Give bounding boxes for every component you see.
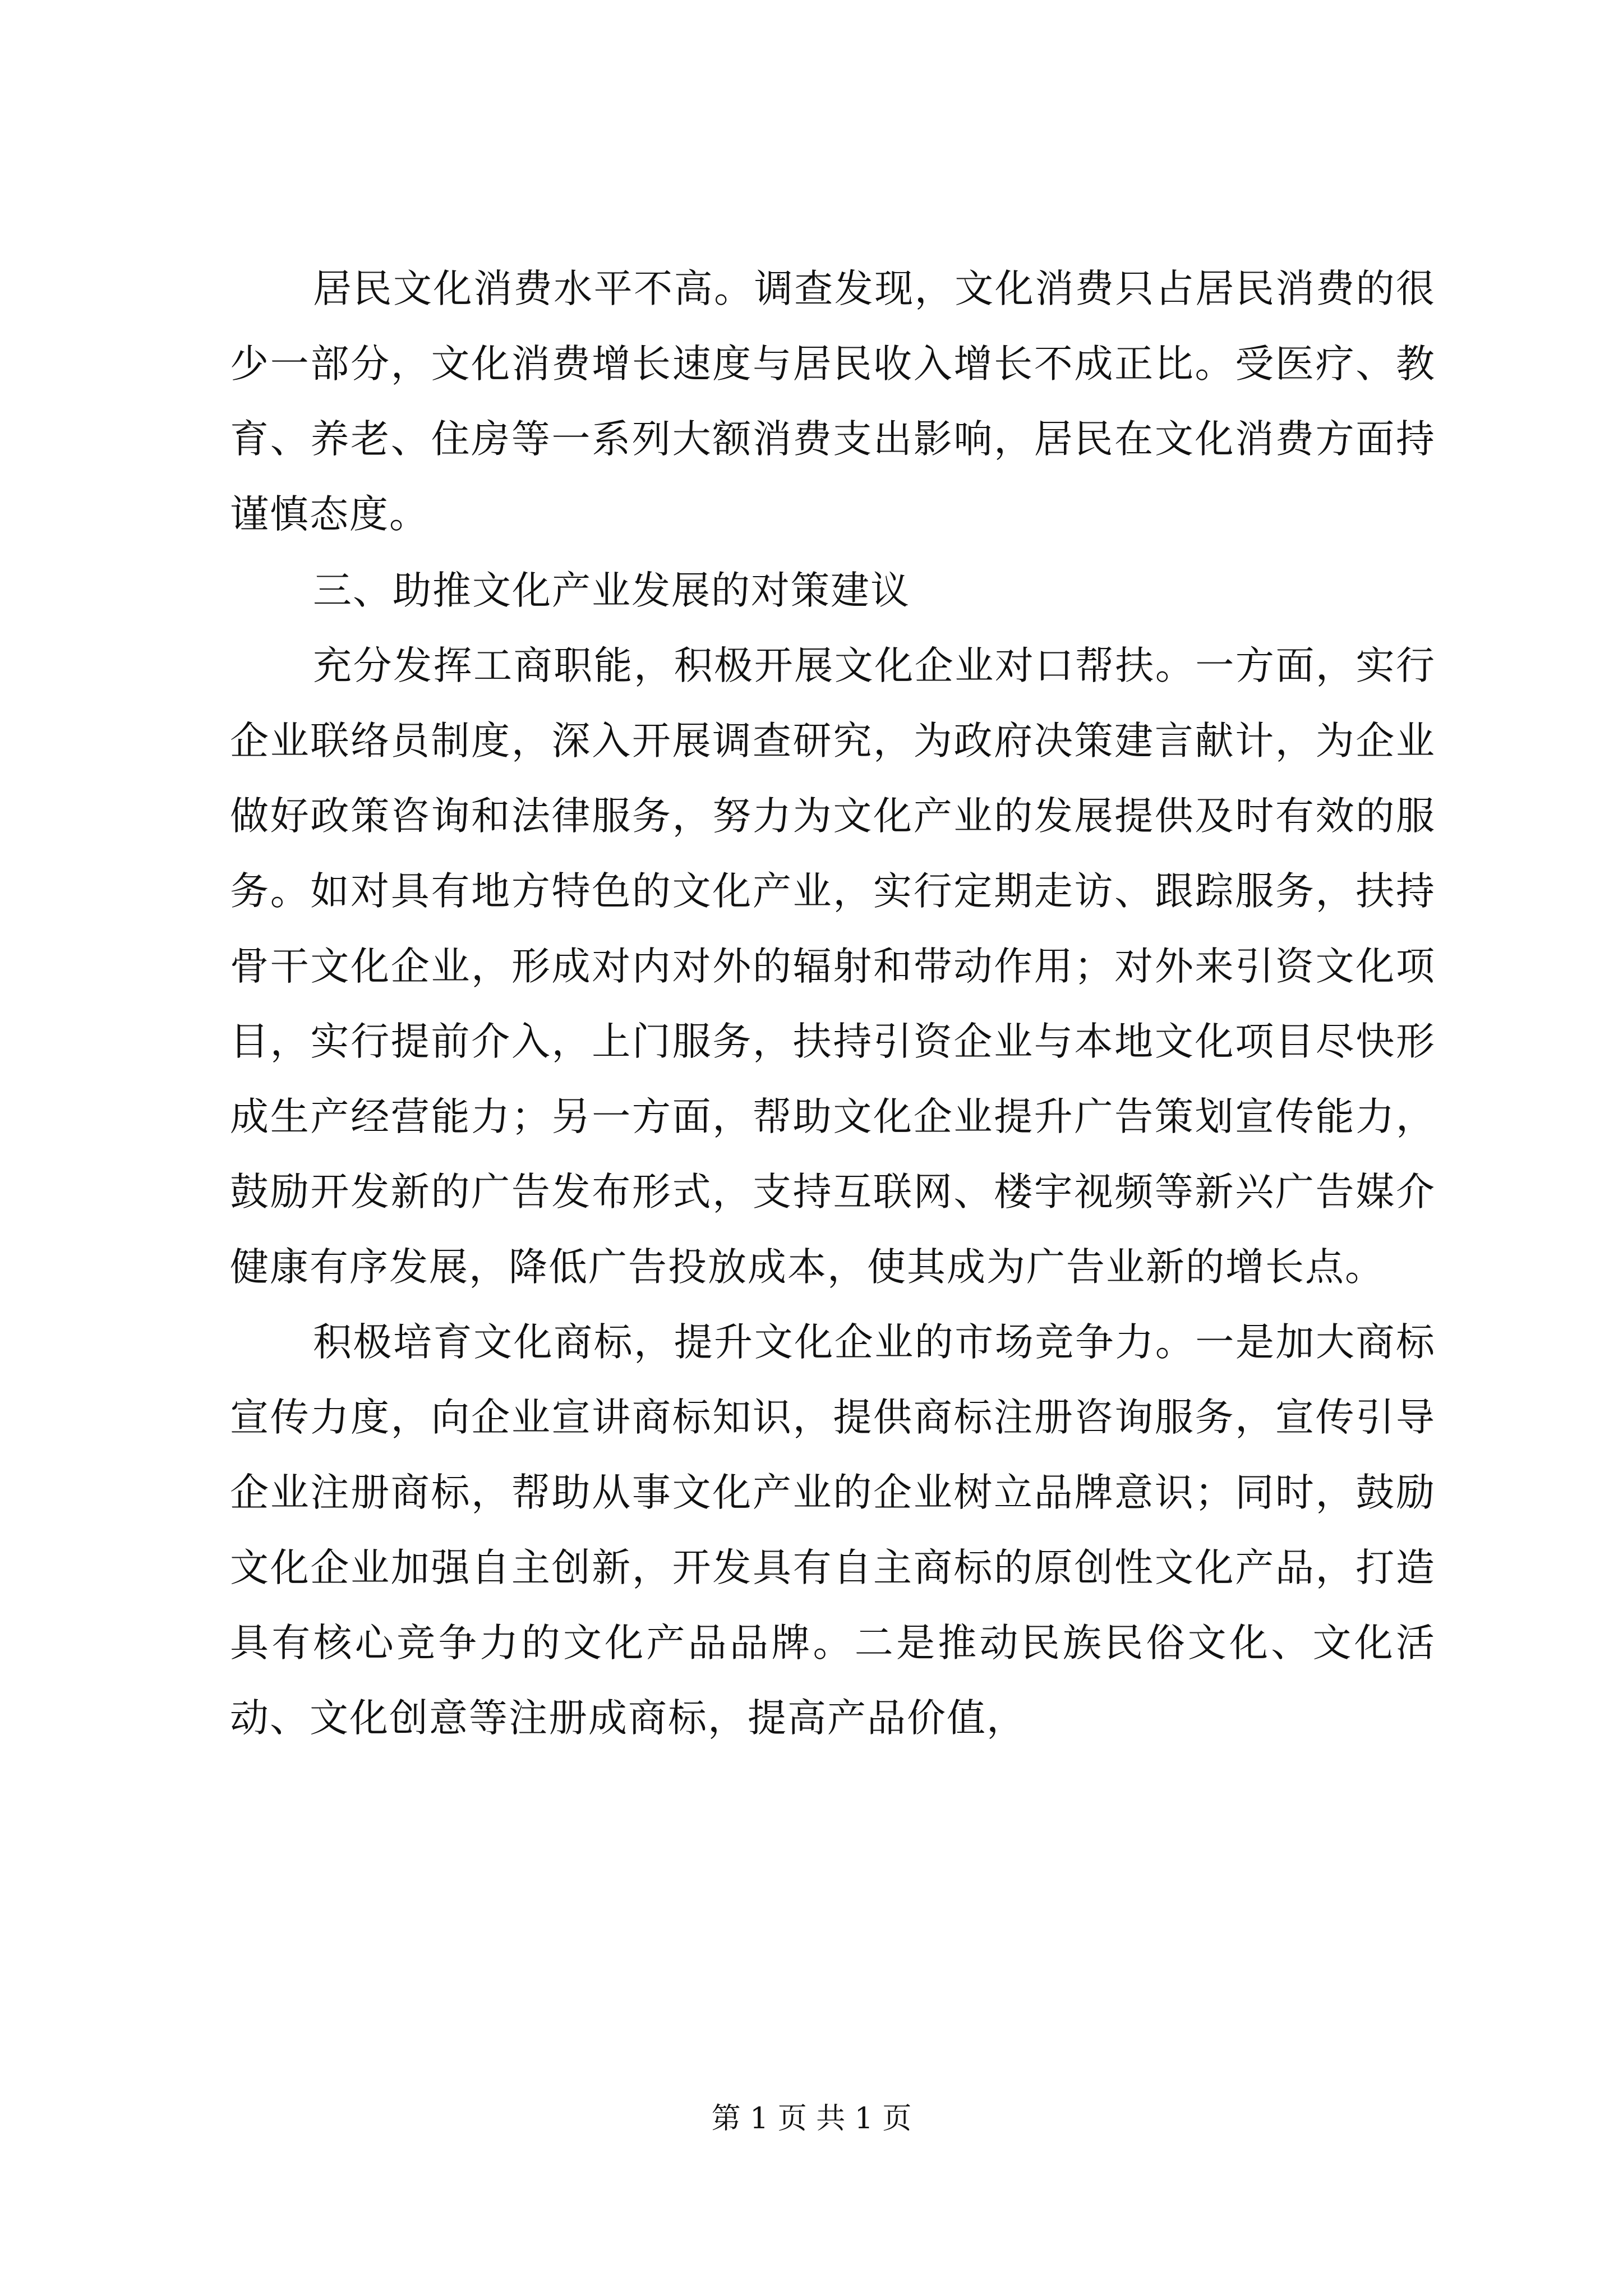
document-body (230, 251, 1436, 1756)
page-footer (0, 2101, 1623, 2137)
paragraph-consumption: 居民文化消费水平不高。调查发现，文化消费只占居民消费的很少一部分，文化消费增长速度与居民收入增长不成正比。受医疗、教育、养老、住房等一系列大额消费支出影响，居民在文化消费方面持谨慎态度。 (230, 266, 1436, 537)
page-number: 第 1 页 共 1 页 (711, 2102, 912, 2136)
paragraph-trademark: 积极培育文化商标，提升文化企业的市场竞争力。一是加大商标宣传力度，向企业宣讲商标知识，提供商标注册咨询服务，宣传引导企业注册商标，帮助从事文化产业的企业树立品牌意识；同时，鼓励文化企业加强自主创新，开发具有自主商标的原创性文化产品，打造具有核心竞争力的文化产品品牌。二是推动民族民俗文化、文化活动、文化创意等注册成商标，提高产品价值， (230, 1320, 1436, 1741)
paragraph-support: 充分发挥工商职能，积极开展文化企业对口帮扶。一方面，实行企业联络员制度，深入开展调查研究，为政府决策建言献计，为企业做好政策咨询和法律服务，努力为文化产业的发展提供及时有效的服务。如对具有地方特色的文化产业，实行定期走访、跟踪服务，扶持骨干文化企业，形成对内对外的辐射和带动作用；对外来引资文化项目，实行提前介入，上门服务，扶持引资企业与本地文化项目尽快形成生产经营能力；另一方面，帮助文化企业提升广告策划宣传能力，鼓励开发新的广告发布形式，支持互联网、楼宇视频等新兴广告媒介健康有序发展，降低广告投放成本，使其成为广告业新的增长点。 (230, 643, 1436, 1290)
section-heading: 三、助推文化产业发展的对策建议 (313, 568, 910, 613)
